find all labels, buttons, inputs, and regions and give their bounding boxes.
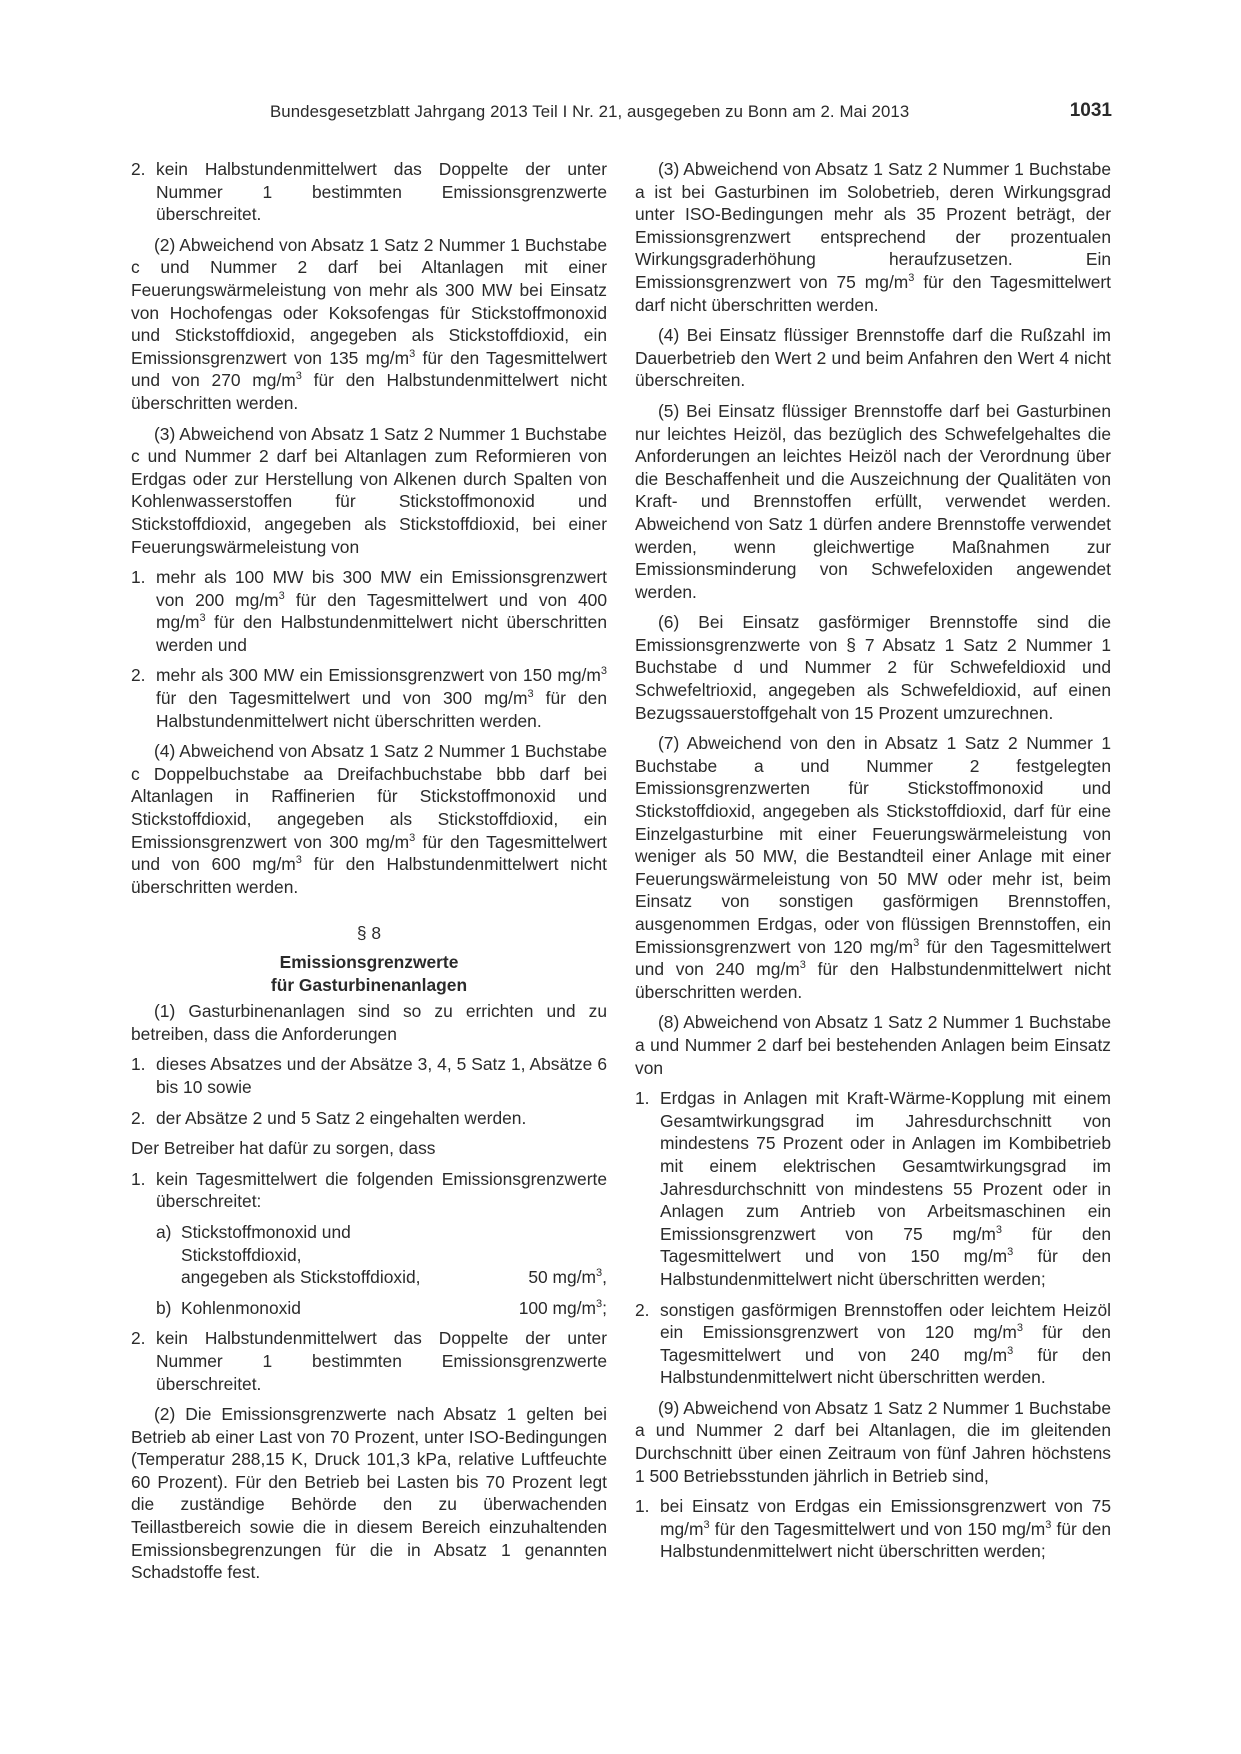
operator-sentence: Der Betreiber hat dafür zu sorgen, dass bbox=[131, 1138, 436, 1159]
list-item: 1. kein Tagesmittelwert die folgenden Emissionsgrenzwerte überschreitet: bbox=[131, 1168, 607, 1212]
section8-paragraph-2: (2) Die Emissionsgrenzwerte nach Absatz 1 gelten bei Betrieb ab einer Last von 70 Prozent, unter ISO-Bedingungen (Temperatur 288,15 K, Druck 101,3 kPa, relative Luftfeuchte 60 Prozent). Für den Betrieb bei Lasten bis 70 Prozent legt die zuständige Behörde den zu überwachenden Teillastbereich sowie die in diesem Bereich einzuhaltenden Emissionsbegrenzungen für die in Absatz 1 genannten Schadstoffe fest. bbox=[131, 1404, 607, 1583]
paragraph-3: (3) Abweichend von Absatz 1 Satz 2 Nummer 1 Buchstabe c und Nummer 2 darf bei Altanlagen zum Reformieren von Erdgas oder zur Herstellung von Alkenen durch Spalten von Kohlenwasserstoffen für Stickstoffmonoxid und Stickstoffdioxid, angegeben als Stickstoffdioxid, bei einer Feuerungswärmeleistung von bbox=[131, 423, 607, 557]
paragraph-4: (4) Abweichend von Absatz 1 Satz 2 Nummer 1 Buchstabe c Doppelbuchstabe aa Dreifachbuchstabe bbb darf bei Altanlagen in Raffinerien für Stickstoffmonoxid und Stickstoffdioxid, angegeben als Stickstoffdioxid, ein Emissionsgrenzwert von 300 $mg/m^3$ für den Tagesmittelwert und von 600 $mg/m^3$ für den Halbstundenmittelwert nicht überschritten werden. bbox=[131, 741, 607, 897]
list-item: 2. mehr als 300 MW ein Emissionsgrenzwert von 150 $mg/m^3$ für den Tagesmittelwert und von 300 $mg/m^3$ für den Halbstundenmittelwert nicht überschritten werden. bbox=[131, 665, 608, 731]
page-header bbox=[130, 100, 1112, 126]
section-title: Emissionsgrenzwerte für Gasturbinenanlagen bbox=[270, 952, 468, 995]
list-item: 2. sonstigen gasförmigen Brennstoffen oder leichtem Heizöl ein Emissionsgrenzwert von 120 $mg/m^3$ für den Tagesmittelwert und von 240 $mg/m^3$ für den Halbstundenmittelwert nicht überschritten werden. bbox=[635, 1299, 1111, 1388]
section8-paragraph-1: (1) Gasturbinenanlagen sind so zu errichten und zu betreiben, dass die Anforderungen bbox=[131, 1001, 607, 1044]
section8-paragraph-3: (3) Abweichend von Absatz 1 Satz 2 Nummer 1 Buchstabe a ist bei Gasturbinen im Solobetrieb, deren Wirkungsgrad unter ISO-Bedingungen mehr als 35 Prozent beträgt, der Emissionsgrenzwert entsprechend der prozentualen Wirkungsgraderhöhung heraufzusetzen. Ein Emissionsgrenzwert von 75 $mg/m^3$ für den Tagesmittelwert darf nicht überschritten werden. bbox=[635, 159, 1111, 315]
list-item: 1. Erdgas in Anlagen mit Kraft-Wärme-Kopplung mit einem Gesamtwirkungsgrad im Jahresdurchschnitt von mindestens 75 Prozent oder in Anlagen im Kombibetrieb mit einem elektrischen Gesamtwirkungsgrad im Jahresdurchschnitt von mindestens 55 Prozent oder in Anlagen zum Antrieb von Arbeitsmaschinen ein Emissionsgrenzwert von 75 $mg/m^3$ für den Tagesmittelwert und von 150 $mg/m^3$ für den Halbstundenmittelwert nicht überschritten werden; bbox=[635, 1088, 1111, 1289]
list-item: 2. kein Halbstundenmittelwert das Doppelte der unter Nummer 1 bestimmten Emissionsgrenzwerte überschreitet. bbox=[131, 1328, 607, 1394]
sub-item-a: a) Stickstoffmonoxid und Stickstoffdioxid, angegeben als Stickstoffdioxid, 50 $mg/m^3$, bbox=[156, 1221, 607, 1288]
list-item: 1. dieses Absatzes und der Absätze 3, 4, 5 Satz 1, Absätze 6 bis 10 sowie bbox=[131, 1054, 607, 1097]
limit-value: 50 $mg/m^3$, bbox=[528, 1267, 607, 1288]
sub-item-b: b) Kohlenmonoxid 100 $mg/m^3$; bbox=[156, 1297, 607, 1318]
list-item: 2. kein Halbstundenmittelwert das Doppelte der unter Nummer 1 bestimmten Emissionsgrenzwerte überschreitet. bbox=[131, 159, 607, 225]
section8-paragraph-8: (8) Abweichend von Absatz 1 Satz 2 Nummer 1 Buchstabe a und Nummer 2 darf bei bestehenden Anlagen beim Einsatz von bbox=[635, 1012, 1111, 1078]
section8-paragraph-4: (4) Bei Einsatz flüssiger Brennstoffe darf die Rußzahl im Dauerbetrieb den Wert 2 und beim Anfahren den Wert 4 nicht überschreiten. bbox=[635, 325, 1111, 391]
section8-paragraph-6: (6) Bei Einsatz gasförmiger Brennstoffe sind die Emissionsgrenzwerte von § 7 Absatz 1 Satz 2 Nummer 1 Buchstabe d und Nummer 2 für Schwefeldioxid und Schwefeltrioxid, angegeben als Schwefeldioxid, auf einen Bezugssauerstoffgehalt von 15 Prozent umzurechnen. bbox=[635, 612, 1111, 723]
right-column bbox=[635, 158, 1111, 1571]
list-item: 1. mehr als 100 MW bis 300 MW ein Emissionsgrenzwert von 200 $mg/m^3$ für den Tagesmittelwert und von 400 $mg/m^3$ für den Halbstundenmittelwert nicht überschritten werden und bbox=[131, 567, 607, 655]
section8-paragraph-9: (9) Abweichend von Absatz 1 Satz 2 Nummer 1 Buchstabe a und Nummer 2 darf bei Altanlagen, die im gleitenden Durchschnitt über einen Zeitraum von fünf Jahren höchstens 1 500 Betriebsstunden jährlich in Betrieb sind, bbox=[635, 1397, 1111, 1486]
list-item: 2. der Absätze 2 und 5 Satz 2 eingehalten werden. bbox=[131, 1107, 527, 1128]
section-number: § 8 bbox=[356, 923, 382, 944]
list-item: 1. bei Einsatz von Erdgas ein Emissionsgrenzwert von 75 $mg/m^3$ für den Tagesmittelwert und von 150 $mg/m^3$ für den Halbstundenmittelwert nicht überschritten werden; bbox=[635, 1496, 1111, 1562]
section8-paragraph-7: (7) Abweichend von den in Absatz 1 Satz 2 Nummer 1 Buchstabe a und Nummer 2 festgelegten Emissionsgrenzwerten für Stickstoffmonoxid und Stickstoffdioxid, angegeben als Stickstoffdioxid, darf für eine Einzelgasturbine mit einer Feuerungswärmeleistung von weniger als 50 MW, die Bestandteil einer Anlage mit einer Feuerungswärmeleistung von 50 MW oder mehr ist, beim Einsatz von sonstigen gasförmigen Brennstoffen, ausgenommen Erdgas, oder von flüssigen Brennstoffen, ein Emissionsgrenzwert von 120 $mg/m^3$ für den Tagesmittelwert und von 240 $mg/m^3$ für den Halbstundenmittelwert nicht überschritten werden. bbox=[635, 733, 1111, 1002]
paragraph-2: (2) Abweichend von Absatz 1 Satz 2 Nummer 1 Buchstabe c und Nummer 2 darf bei Altanlagen mit einer Feuerungswärmeleistung von mehr als 300 MW bei Einsatz von Hochofengas oder Koksofengas für Stickstoffmonoxid und Stickstoffdioxid, angegeben als Stickstoffdioxid, ein Emissionsgrenzwert von 135 $mg/m^3$ für den Tagesmittelwert und von 270 $mg/m^3$ für den Halbstundenmittelwert nicht überschritten werden. bbox=[131, 234, 607, 413]
left-column bbox=[131, 158, 607, 1592]
limit-value: 100 $mg/m^3$; bbox=[518, 1297, 607, 1318]
running-header-title: Bundesgesetzblatt Jahrgang 2013 Teil I Nr. 21, ausgegeben zu Bonn am 2. Mai 2013 bbox=[270, 102, 910, 121]
section8-paragraph-5: (5) Bei Einsatz flüssiger Brennstoffe darf bei Gasturbinen nur leichtes Heizöl, das bezüglich des Schwefelgehaltes die Anforderungen an leichtes Heizöl nach der Verordnung über die Beschaffenheit und die Auszeichnung der Qualitäten von Kraft- und Brennstoffen erfüllt, verwendet werden. Abweichend von Satz 1 dürfen andere Brennstoffe verwendet werden, wenn gleichwertige Maßnahmen zur Emissionsminderung von Schwefeloxiden angewendet werden. bbox=[635, 400, 1111, 602]
page-number: 1031 bbox=[1069, 100, 1112, 121]
